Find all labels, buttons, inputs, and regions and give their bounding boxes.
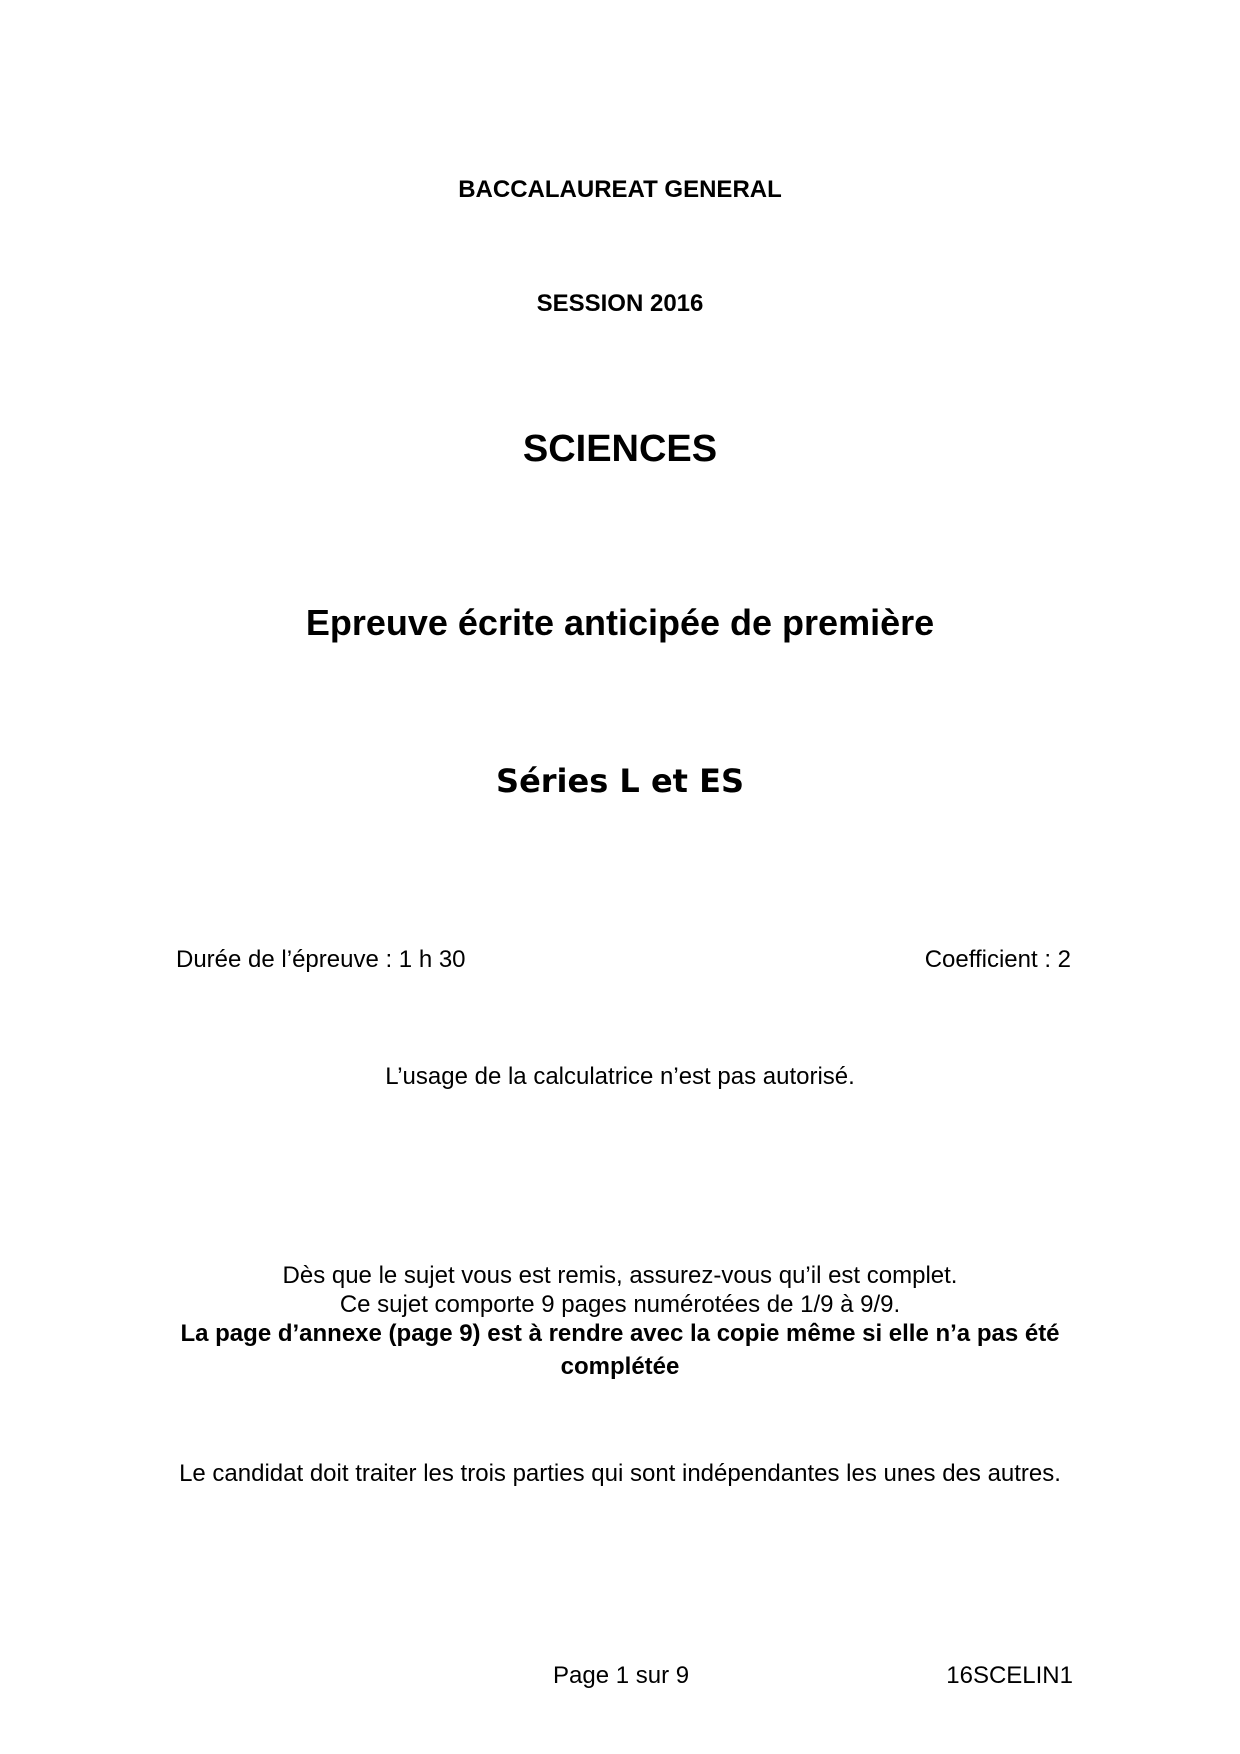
document-code: 16SCELIN1	[946, 1662, 1073, 1689]
candidate-instruction: Le candidat doit traiter les trois parties qui sont indépendantes les unes des autres.	[179, 1460, 1061, 1487]
exam-type: Epreuve écrite anticipée de première	[305, 602, 935, 643]
exam-coefficient: Coefficient : 2	[924, 946, 1071, 973]
notice-annex-line-1: La page d’annexe (page 9) est à rendre avec la copie même si elle n’a pas été	[180, 1320, 1060, 1347]
page-number: Page 1 sur 9	[553, 1662, 690, 1689]
notice-page-count: Ce sujet comporte 9 pages numérotées de 1/9 à 9/9.	[339, 1291, 901, 1318]
series-label: Séries L et ES	[496, 762, 744, 800]
exam-duration: Durée de l’épreuve : 1 h 30	[176, 946, 466, 973]
notice-check-complete: Dès que le sujet vous est remis, assurez-vous qu’il est complet.	[282, 1262, 958, 1289]
calculator-rule: L’usage de la calculatrice n’est pas autorisé.	[385, 1063, 855, 1090]
subject-title: SCIENCES	[522, 428, 718, 470]
exam-title: BACCALAUREAT GENERAL	[458, 176, 782, 203]
session-year: SESSION 2016	[536, 290, 704, 317]
notice-annex-line-2: complétée	[560, 1353, 680, 1380]
